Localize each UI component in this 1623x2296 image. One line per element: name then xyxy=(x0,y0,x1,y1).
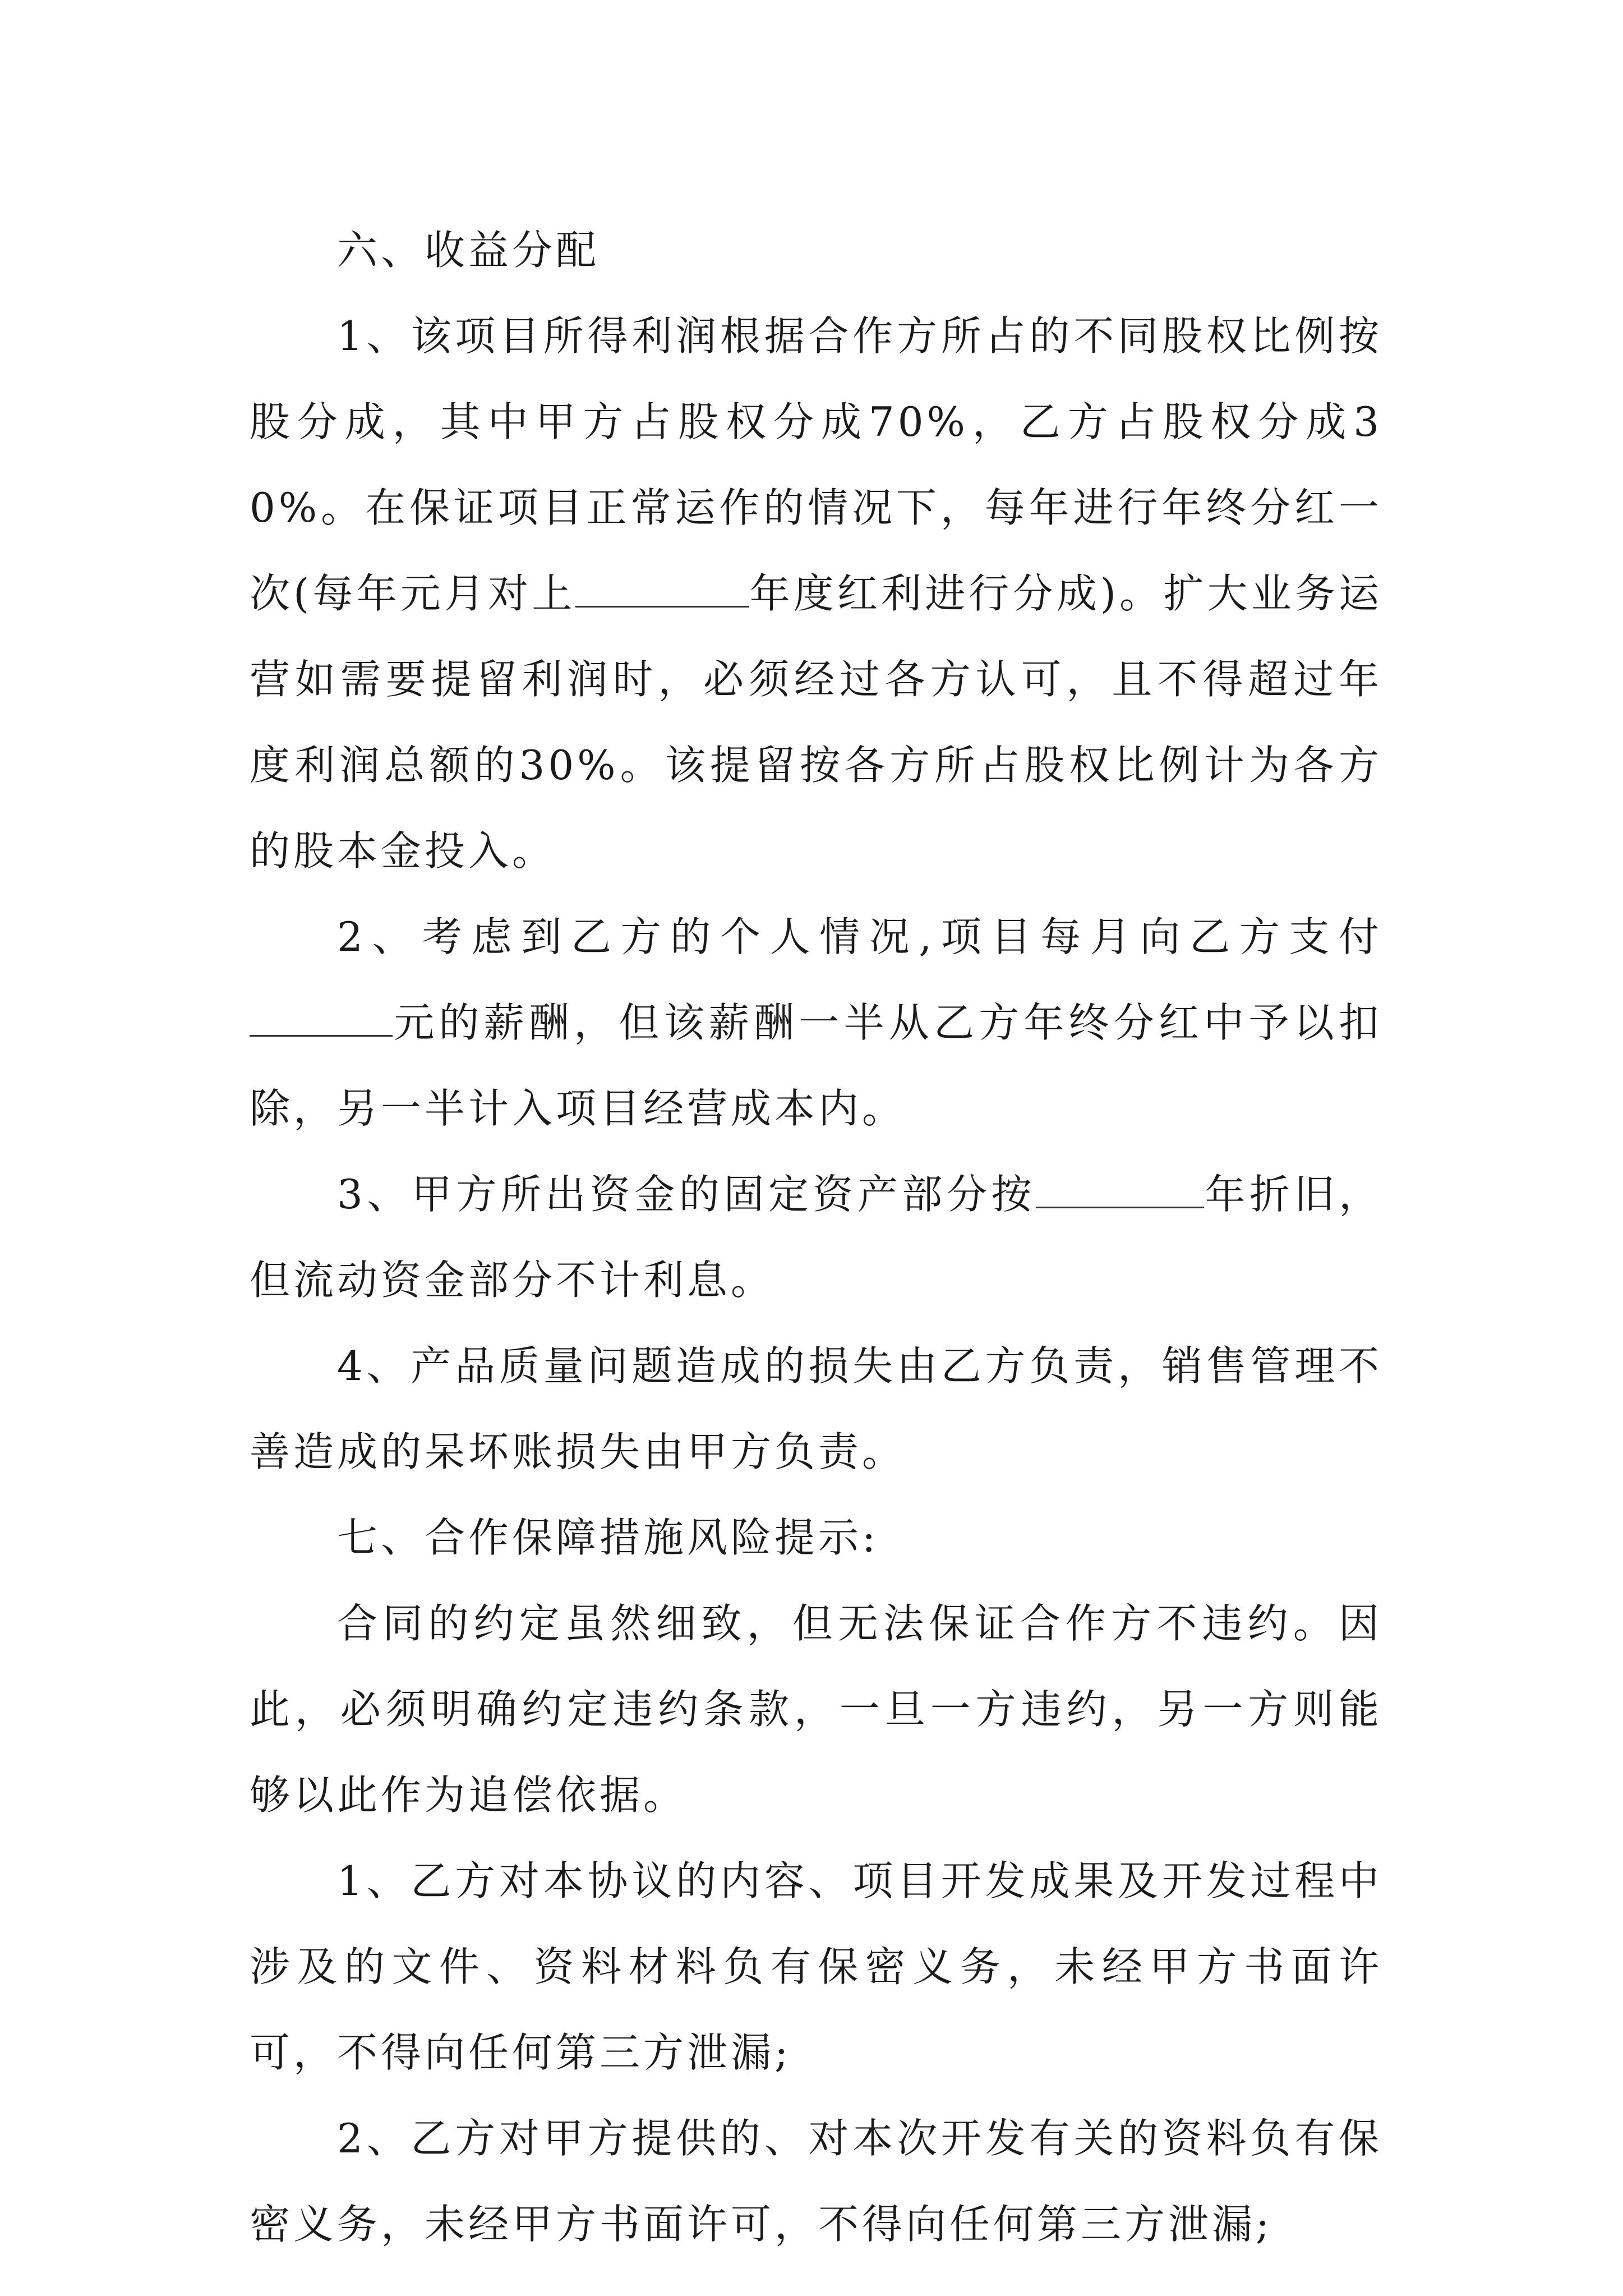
heading-text: 六、收益分配 xyxy=(337,227,600,274)
document-body xyxy=(250,208,1382,2267)
clause-text: 2、乙方对甲方提供的、对本次开发有关的资料负有保密义务，未经甲方书面许可，不得向任何第三方泄漏; xyxy=(250,2115,1382,2248)
fill-blank-years xyxy=(1036,1173,1204,1208)
heading-text: 七、合作保障措施风险提示: xyxy=(337,1514,879,1561)
clause-text: 1、乙方对本协议的内容、项目开发成果及开发过程中涉及的文件、资料材料负有保密义务，未经甲方书面许可，不得向任何第三方泄漏; xyxy=(250,1857,1382,2076)
fill-blank-year xyxy=(575,572,749,608)
clause-depreciation xyxy=(250,1152,1382,1323)
clause-text: 3、甲方所出资金的固定资产部分按 xyxy=(337,1171,1036,1218)
clause-profit-sharing xyxy=(250,293,1382,894)
clause-text: 合同的约定虽然细致，但无法保证合作方不违约。因此，必须明确约定违约条款，一旦一方违约，另一方则能够以此作为追偿依据。 xyxy=(250,1600,1382,1819)
clause-text: 4、产品质量问题造成的损失由乙方负责，销售管理不善造成的呆坏账损失由甲方负责。 xyxy=(250,1342,1382,1475)
clause-loss-responsibility xyxy=(250,1323,1382,1495)
clause-confidentiality-1 xyxy=(250,1838,1382,2096)
section-heading-risk-measures xyxy=(250,1495,1382,1581)
clause-text: 元的薪酬，但该薪酬一半从乙方年终分红中予以扣除，另一半计入项目经营成本内。 xyxy=(250,999,1382,1132)
clause-text: 年折旧，但流动资金部分不计利息。 xyxy=(250,1171,1382,1304)
clause-text: 2、考虑到乙方的个人情况,项目每月向乙方支付 xyxy=(337,913,1382,960)
section-heading-profit-distribution xyxy=(250,208,1382,293)
fill-blank-amount xyxy=(250,1001,393,1037)
clause-text: 1、该项目所得利润根据合作方所占的不同股权比例按股分成，其中甲方占股权分成70%，乙方占股权分成30%。在保证项目正常运作的情况下，每年进行年终分红一次(每年元月对上 xyxy=(250,312,1382,617)
clause-confidentiality-2 xyxy=(250,2096,1382,2267)
clause-salary xyxy=(250,894,1382,1152)
clause-text: 年度红利进行分成)。扩大业务运营如需要提留利润时，必须经过各方认可，且不得超过年度利润总额的30%。该提留按各方所占股权比例计为各方的股本金投入。 xyxy=(250,570,1382,875)
clause-risk-intro xyxy=(250,1581,1382,1838)
